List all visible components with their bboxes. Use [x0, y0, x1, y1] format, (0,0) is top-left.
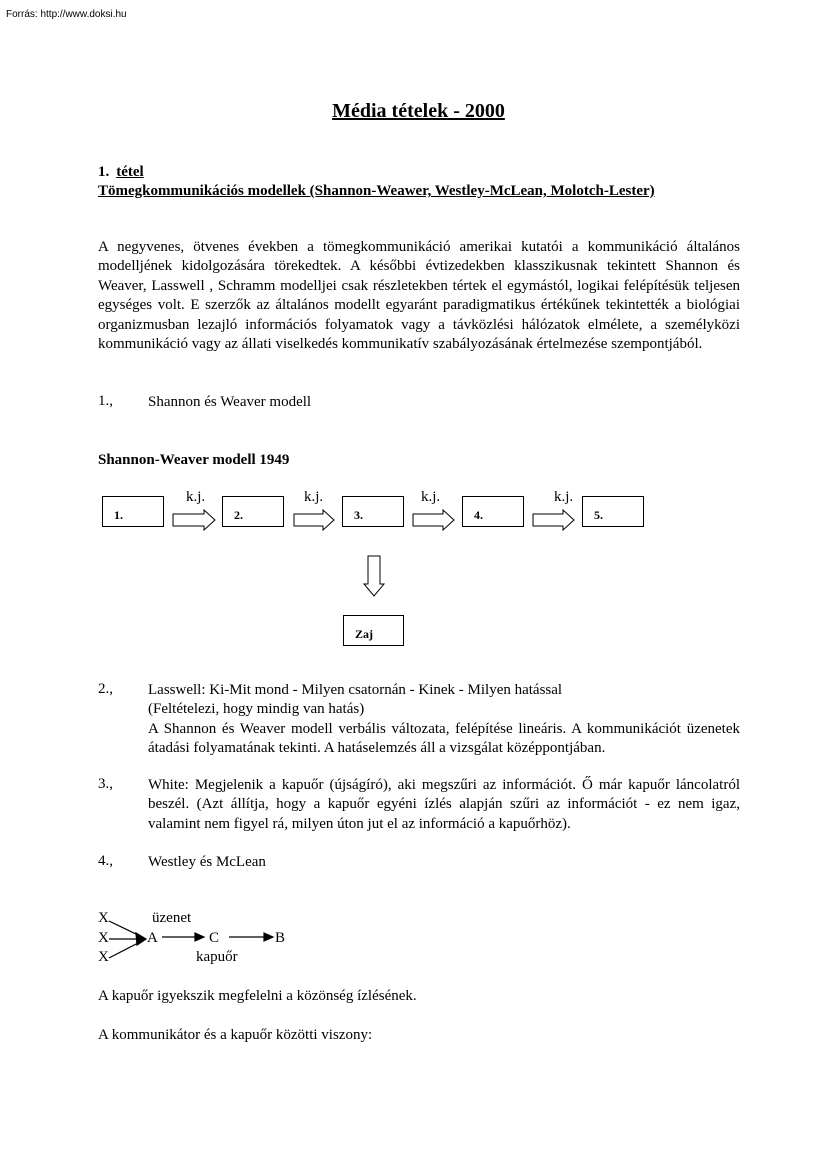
outro-text: A kapuőr igyekszik megfelelni a közönség ízlésének.: [98, 988, 417, 1004]
item-text: A Shannon és Weaver modell verbális változata, felépítése lineáris. A kommunikációt üzenetek átadási folyamatának tekinti. A hatáselemzés áll a vizsgálat középpontjában.: [148, 720, 740, 756]
model-box: 1.: [102, 496, 164, 527]
item-text: (Feltételezi, hogy mindig van hatás): [148, 701, 365, 718]
model-box: 2.: [222, 496, 284, 527]
node-c: C: [209, 930, 220, 946]
item-text: White: Megjelenik a kapuőr (újságíró), aki megszűri az információt. Ő már kapuőr láncolatról beszél. (Azt állítja, hogy a kapuőr egyéni ízlés alapján szűri az információt - ez nem igaz, valamint nem figyel rá, milyen úton jut el az információ a kapuőrhöz).: [148, 777, 740, 832]
item-text: Shannon és Weaver modell: [148, 394, 312, 410]
source-x: X: [98, 930, 109, 946]
source-line: Forrás: http://www.doksi.hu: [6, 9, 127, 20]
source-x: X: [98, 910, 109, 926]
item-number: 2.,: [98, 681, 113, 697]
noise-box: Zaj: [343, 615, 404, 646]
channel-label: k.j.: [554, 489, 574, 505]
shannon-heading: Shannon-Weaver modell 1949: [98, 452, 290, 468]
item-number: 3.,: [98, 776, 113, 792]
tetel-number: 1.: [98, 164, 110, 180]
intro-paragraph: A negyvenes, ötvenes években a tömegkommunikáció amerikai kutatói a kommunikáció általános modelljének kidolgozására törekedtek. A későbbi évtizedekben klasszikusnak tekintett Shannon és Weaver, Lasswell , Schramm modelljei csak részletekben tértek el egymástól, logikai felépítésük teljesen egységes volt. E szerzők az általános modellt egyaránt paradigmatikus értékűnek tekintették a biológiai organizmusban lezajló információs folyamatok vagy a távközlési hálózatok elmélete, a személyközi kommunikáció vagy az állati viselkedés kommunikatív szabályozásának értelmezése szempontjából.: [98, 239, 740, 353]
channel-label: k.j.: [186, 489, 206, 505]
item-number: 4.,: [98, 853, 113, 869]
model-box: 4.: [462, 496, 524, 527]
item-number: 1.,: [98, 393, 113, 409]
item-text: Westley és McLean: [148, 854, 266, 870]
page-title: Média tételek - 2000: [332, 100, 505, 122]
item-text: Lasswell: Ki-Mit mond - Milyen csatornán - Kinek - Milyen hatással: [148, 682, 563, 698]
tetel-title: Tömegkommunikációs modellek (Shannon-Weawer, Westley-McLean, Molotch-Lester): [98, 183, 655, 199]
gatekeeper-label: kapuőr: [196, 949, 238, 965]
model-box: 3.: [342, 496, 404, 527]
node-b: B: [275, 930, 286, 946]
node-a: A: [147, 930, 158, 946]
channel-label: k.j.: [304, 489, 324, 505]
arrowhead-icon: [264, 933, 273, 941]
message-label: üzenet: [152, 910, 192, 926]
arrowhead-icon: [136, 933, 146, 945]
outro-text: A kommunikátor és a kapuőr közötti viszony:: [98, 1027, 373, 1043]
tetel-label: tétel: [116, 164, 144, 180]
source-x: X: [98, 949, 109, 965]
arrowhead-icon: [195, 933, 204, 941]
model-box: 5.: [582, 496, 644, 527]
channel-label: k.j.: [421, 489, 441, 505]
